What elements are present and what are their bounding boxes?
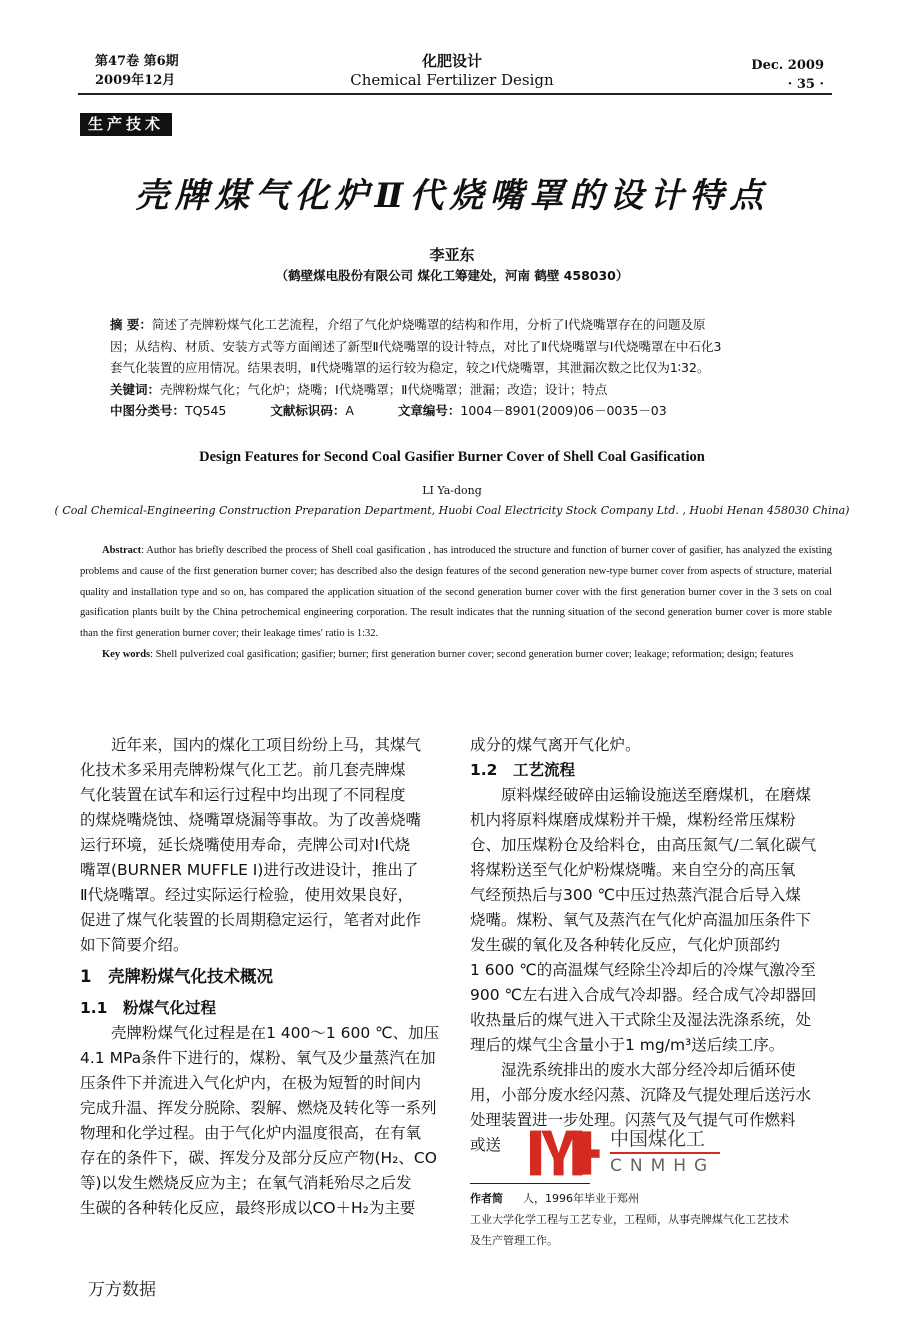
keywords-cn: 壳牌粉煤气化；气化炉；烧嘴；Ⅰ代烧嘴罩；Ⅱ代烧嘴罩；泄漏；改造；设计；特点 — [160, 381, 608, 397]
body-line: 或送 — [470, 1136, 502, 1154]
body-line: 压条件下并流进入气化炉内，在极为短暂的时间内 — [80, 1074, 422, 1092]
header-rule — [78, 93, 832, 95]
author-note-label: 作者简 — [470, 1192, 503, 1205]
body-line: 4.1 MPa条件下进行的，煤粉、氧气及少量蒸汽在加 — [80, 1049, 436, 1067]
body-line: 发生碳的氧化及各种转化反应，气化炉顶部约 — [470, 936, 781, 954]
body-line: Ⅱ代烧嘴罩。经过实际运行检验，使用效果良好， — [80, 886, 414, 904]
body-line: 如下简要介绍。 — [80, 936, 189, 954]
date-cn: 2009年12月 — [95, 73, 176, 88]
body-line: 近年来，国内的煤化工项目纷纷上马，其煤气 — [111, 736, 422, 754]
watermark-logo — [530, 1128, 830, 1178]
clc-value: TQ545 — [185, 403, 227, 418]
body-line: 成分的煤气离开气化炉。 — [470, 736, 641, 754]
author-cn: 李亚东 — [429, 246, 475, 264]
title-cn: 壳牌煤气化炉Ⅱ代烧嘴罩的设计特点 — [134, 176, 770, 216]
body-line: 用，小部分废水经闪蒸、沉降及气提处理后送污水 — [470, 1086, 812, 1104]
keywords-label: 关键词： — [110, 381, 161, 397]
affiliation-en: ( Coal Chemical-Engineering Construction Preparation Department, Huobi Coal Electricity Stock Company Ltd. , Huobi Henan 458030 China) — [54, 504, 850, 517]
clc-label: 中图分类号： — [110, 403, 186, 418]
body-line: 原料煤经破碎由运输设施送至磨煤机，在磨煤 — [501, 786, 812, 804]
date-en: Dec. 2009 — [751, 58, 824, 73]
body-left-column — [80, 733, 442, 1221]
footer-watermark: 万方数据 — [88, 1280, 156, 1300]
footnote-rule — [470, 1183, 590, 1184]
abstract-en-text: : Author has briefly described the process of Shell coal gasification , has introduced the structure and function of burner cover of gasifier, has analyzed the existing problems and cause of the first generation burner cover; has described also the design features of the second generation new-type burner cover from aspects of structure, material quality and installation type and so on, has compared the application situation of the second generation burner cover with the first generation burner cover in the 3 sets on coal gasification plants built by the China petrochemical engineering corporation. The result indicates that the running situation of the second generation burner cover is more stable than the first generation burner cover; their leakage times' ratio is 1:32. — [80, 545, 832, 640]
body-line: 900 ℃左右进入合成气冷却器。经合成气冷却器回 — [470, 986, 817, 1004]
watermark-text-cn: 中国煤化工 — [610, 1128, 706, 1150]
body-right-column — [470, 733, 832, 1158]
article-no-value: 1004－8901(2009)06－0035－03 — [460, 403, 667, 418]
issue-page — [751, 56, 824, 94]
author-note-line: 及生产管理工作。 — [470, 1234, 558, 1247]
body-line: 1 600 ℃的高温煤气经除尘冷却后的冷煤气激冷至 — [470, 961, 816, 979]
title-en: Design Features for Second Coal Gasifier Burner Cover of Shell Coal Gasification — [199, 449, 705, 465]
abstract-line: 因；从结构、材质、安装方式等方面阐述了新型Ⅱ代烧嘴罩的设计特点，对比了Ⅱ代烧嘴罩与Ⅰ代烧嘴罩在中石化3 — [110, 338, 722, 354]
page-number: · 35 · — [787, 77, 824, 92]
abstract-en — [80, 541, 832, 666]
author-note-line: 人，1996年毕业于郑州 — [523, 1192, 639, 1205]
affiliation-cn: （鹤壁煤电股份有限公司 煤化工筹建处，河南 鹤壁 458030） — [275, 268, 629, 283]
section-badge: 生产技术 — [80, 113, 172, 136]
author-note — [470, 1188, 832, 1251]
body-line: 湿洗系统排出的废水大部分经冷却后循环使 — [501, 1061, 796, 1079]
body-line: 物理和化学过程。由于气化炉内温度很高，在有氧 — [80, 1124, 422, 1142]
abstract-cn — [110, 314, 830, 422]
abstract-en-label: Abstract — [102, 545, 142, 556]
body-line: 气经预热后与300 ℃中压过热蒸汽混合后导入煤 — [470, 886, 801, 904]
body-line: 壳牌粉煤气化过程是在1 400～1 600 ℃、加压 — [111, 1024, 440, 1042]
journal-en: Chemical Fertilizer Design — [350, 71, 554, 89]
body-line: 存在的条件下，碳、挥发分及部分反应产物(H₂、CO — [80, 1149, 437, 1167]
body-line: 等)以发生燃烧反应为主；在氧气消耗殆尽之后发 — [80, 1174, 412, 1192]
section-heading: 1.1 粉煤气化过程 — [80, 999, 216, 1017]
doc-code-label: 文献标识码： — [270, 403, 346, 418]
doc-code-value: A — [345, 403, 354, 418]
body-line: 理后的煤气尘含量小于1 mg/m³送后续工序。 — [470, 1036, 785, 1054]
body-line: 烧嘴。煤粉、氧气及蒸汽在气化炉高温加压条件下 — [470, 911, 812, 929]
cnmhg-logo-h-icon — [566, 1128, 602, 1178]
body-line: 化技术多采用壳牌粉煤气化工艺。前几套壳牌煤 — [80, 761, 406, 779]
body-line: 收热量后的煤气进入干式除尘及湿法洗涤系统，处 — [470, 1011, 812, 1029]
keywords-en: : Shell pulverized coal gasification; gasifier; burner; first generation burner cover; second generation burner cover; leakage; reformation; design; features — [150, 648, 794, 660]
article-no-label: 文章编号： — [397, 403, 461, 418]
body-line: 将煤粉送至气化炉粉煤烧嘴。来自空分的高压氧 — [470, 861, 796, 879]
author-en: LI Ya-dong — [422, 484, 482, 497]
body-line: 完成升温、挥发分脱除、裂解、燃烧及转化等一系列 — [80, 1099, 437, 1117]
body-line: 仓、加压煤粉仓及给料仓，由高压氮气/二氧化碳气 — [470, 836, 817, 854]
keywords-en-label: Key words — [102, 648, 151, 660]
abstract-label: 摘 要： — [110, 317, 152, 332]
body-line: 机内将原料煤磨成煤粉并干燥，煤粉经常压煤粉 — [470, 811, 796, 829]
body-line: 促进了煤气化装置的长周期稳定运行，笔者对此作 — [80, 911, 422, 929]
body-line: 嘴罩(BURNER MUFFLE Ⅰ)进行改进设计，推出了 — [80, 861, 419, 879]
volume-text: 第47卷 第6期 — [95, 54, 179, 69]
author-note-line: 工业大学化学工程与工艺专业，工程师，从事壳牌煤气化工艺技术 — [470, 1213, 789, 1226]
section-heading: 1 壳牌粉煤气化技术概况 — [80, 967, 273, 986]
watermark-text-en: CNMHG — [610, 1156, 716, 1176]
body-line: 气化装置在试车和运行过程中均出现了不同程度 — [80, 786, 406, 804]
body-line: 处理装置进一步处理。闪蒸气及气提气可作燃料 — [470, 1111, 796, 1129]
body-line: 运行环境，延长烧嘴使用寿命，壳牌公司对Ⅰ代烧 — [80, 836, 411, 854]
section-heading: 1.2 工艺流程 — [470, 761, 575, 779]
abstract-line: 简述了壳牌粉煤气化工艺流程，介绍了气化炉烧嘴罩的结构和作用，分析了Ⅰ代烧嘴罩存在的问题及原 — [151, 317, 706, 332]
body-line: 生碳的各种转化反应，最终形成以CO＋H₂为主要 — [80, 1199, 416, 1217]
watermark-rule — [610, 1152, 720, 1154]
body-line: 的煤烧嘴烧蚀、烧嘴罩烧漏等事故。为了改善烧嘴 — [80, 811, 422, 829]
journal-cn: 化肥设计 — [421, 52, 482, 70]
abstract-line: 套气化装置的应用情况。结果表明，Ⅱ代烧嘴罩的运行较为稳定，较之Ⅰ代烧嘴罩，其泄漏次数之比仅为1∶32。 — [110, 360, 710, 375]
